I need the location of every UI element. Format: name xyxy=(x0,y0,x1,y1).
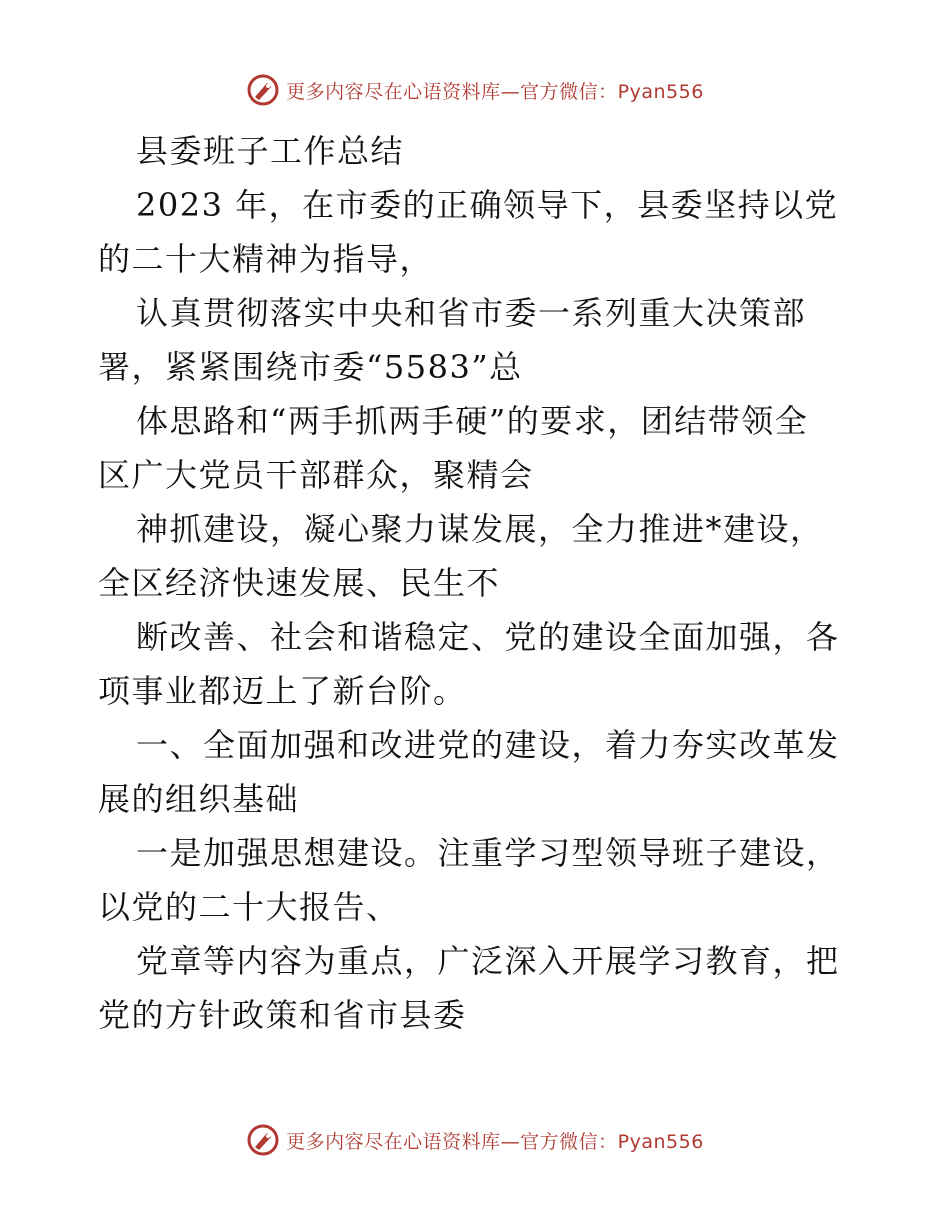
text-line: 的二十大精神为指导， xyxy=(98,240,434,278)
banner-text: 更多内容尽在心语资料库—官方微信：Pyan556 xyxy=(286,1130,704,1153)
header-banner xyxy=(0,70,950,110)
text-line: 全区经济快速发展、民生不 xyxy=(98,564,501,602)
text-line: 区广大党员干部群众，聚精会 xyxy=(98,456,534,494)
text-line: 署，紧紧围绕市委“5583”总 xyxy=(98,348,523,386)
text-line: 一、全面加强和改进党的建设，着力夯实改革发 xyxy=(136,726,840,764)
document-title: 县委班子工作总结 xyxy=(136,132,405,170)
footer-banner xyxy=(0,1120,950,1160)
text-line: 断改善、社会和谐稳定、党的建设全面加强，各 xyxy=(136,618,840,656)
text-line: 项事业都迈上了新台阶。 xyxy=(98,672,467,710)
text-line: 一是加强思想建设。注重学习型领导班子建设， xyxy=(136,834,840,872)
text-line: 体思路和“两手抓两手硬”的要求，团结带领全 xyxy=(136,402,809,440)
text-line: 党章等内容为重点，广泛深入开展学习教育，把 xyxy=(136,942,840,980)
text-line: 展的组织基础 xyxy=(98,780,300,818)
text-line: 神抓建设，凝心聚力谋发展，全力推进*建设， xyxy=(136,510,824,548)
text-line: 党的方针政策和省市县委 xyxy=(98,996,467,1034)
text-line: 以党的二十大报告、 xyxy=(98,888,400,926)
banner-text: 更多内容尽在心语资料库—官方微信：Pyan556 xyxy=(286,80,704,103)
pen-nib-logo-icon xyxy=(246,1123,280,1157)
pen-nib-logo-icon xyxy=(246,73,280,107)
document-body xyxy=(98,124,858,1042)
text-line: 认真贯彻落实中央和省市委一系列重大决策部 xyxy=(136,294,807,332)
text-line: 2023 年，在市委的正确领导下，县委坚持以党 xyxy=(136,186,839,224)
